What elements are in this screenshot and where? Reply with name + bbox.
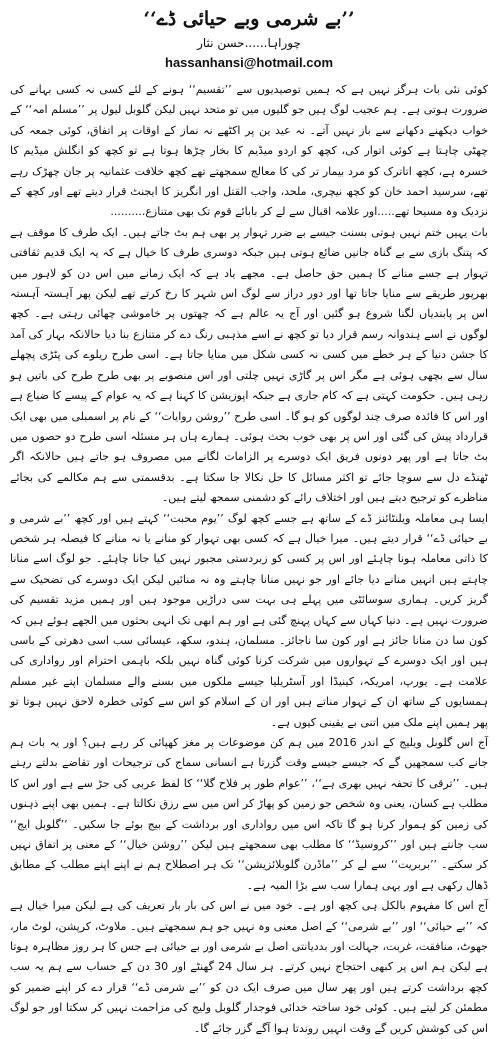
article-paragraph-4: آج اس گلوبل ویلیج کے اندر 2016 میں ہم کن موضوعات پر مغز کھپائی کر رہے ہیں؟ اور یہ بات ہم جانے کب سمجھیں گے کہ جیسے جیسے وقت گزرتا ہے انسانی سماج کی ترجیحات اور تقاضے بدلتے رہتے ہیں۔ ’’ترقی کا تحفہ نہیں بھری ہے‘‘، ’’عوام طور پر فلاح گلا‘‘ کا لفظ عربی کی جڑ سے ہے اور اس کا مطلب ہے کسان، یعنی وہ شخص جو زمین کو پھاڑ کر اس میں سے رزق نکالتا ہے۔ ہمیں بھی اپنے ذہنوں کی زمین کو ہموار کرنا ہو گا تاکہ اس میں رواداری اور برداشت کے بیج بوئے جا سکیں۔ ’’گلوبل ایج‘‘ سب جانتے ہیں اور ’’کروسیڈ‘‘ کا مطلب بھی سمجھتے ہیں لیکن ’’روشن خیال‘‘ کے معنی پر اتفاق نہیں کر سکتے۔ ’’بربریت‘‘ سے لے کر ’’ماڈرن گلوبلائزیشن‘‘ تک ہر اصطلاح ہم نے اپنے اپنے مطلب کے مطابق ڈھال رکھی ہے اور یہی ہمارا سب سے بڑا المیہ ہے۔: [10, 736, 488, 892]
article-paragraph-3: ایسا ہی معاملہ ویلنٹائنز ڈے کے ساتھ ہے جسے کچھ لوگ ’’یوم محبت‘‘ کہتے ہیں اور کچھ ’’بے شرمی و بے حیائی ڈے‘‘ قرار دیتے ہیں۔ میرا خیال ہے کہ کسی بھی تہوار کو منانے یا نہ منانے کا فیصلہ ہر شخص کا ذاتی معاملہ ہونا چاہئے اور اس پر کسی کو زبردستی مجبور نہیں کیا جانا چاہئے۔ جو لوگ اسے منانا چاہتے ہیں انہیں منانے دیا جائے اور جو نہیں منانا چاہتے وہ نہ منائیں لیکن ایک دوسرے کی تضحیک سے گریز کریں۔ ہماری سوسائٹی میں پہلے ہی بہت سی دراڑیں موجود ہیں اور ہمیں مزید تقسیم کی ضرورت نہیں ہے۔ دنیا کہاں سے کہاں پہنچ گئی ہے اور ہم ابھی تک انہی بحثوں میں الجھے ہوئے ہیں کہ کون سا دن منانا جائز ہے اور کون سا ناجائز۔ مسلمان، ہندو، سکھ، عیسائی سب اسی دھرتی کے باسی ہیں اور ایک دوسرے کے تہواروں میں شرکت کرنا کوئی گناہ نہیں بلکہ باہمی احترام اور رواداری کی علامت ہے۔ یورپ، امریکہ، کینیڈا اور آسٹریلیا جیسے ملکوں میں بسنے والے مسلمان اپنے غیر مسلم ہمسایوں کے ساتھ ان کے تہوار مناتے ہیں اور ان کے اسلام کو اس سے کوئی خطرہ لاحق نہیں ہوتا تو پھر ہمیں اپنے ملک میں اتنی بے یقینی کیوں ہے۔: [10, 511, 488, 729]
author-email: hassanhansi@hotmail.com: [165, 55, 333, 70]
article-body: [10, 80, 488, 1039]
article-paragraph-2: بات یہیں ختم نہیں ہوتی بسنت جیسے بے ضرر تہوار پر بھی ہم بٹ جاتے ہیں۔ ایک طرف کا موقف ہے کہ پتنگ بازی سے بے گناہ جانیں ضائع ہوتی ہیں جبکہ دوسری طرف کا خیال ہے کہ یہ ایک قدیم ثقافتی تہوار ہے جسے منانے کا ہمیں حق حاصل ہے۔ مجھے یاد ہے کہ ایک زمانے میں اس دن کو لاہور میں بھرپور طریقے سے منایا جاتا تھا اور دور دراز سے لوگ اس شہر کا رخ کرتے تھے لیکن پھر آہستہ آہستہ اس پر پابندیاں لگنا شروع ہو گئیں اور آج یہ عالم ہے کہ چھتوں پر خاموشی چھائی رہتی ہے۔ کچھ لوگوں نے اسے ہندوانہ رسم قرار دیا تو کچھ نے اسے مذہبی رنگ دے کر متنازع بنا دیا حالانکہ بہار کی آمد کا جشن دنیا کے ہر خطے میں کسی نہ کسی شکل میں منایا جاتا ہے۔ اسی طرح ریلوے کی پٹڑی پچھلے سال سے بچھی ہوئی ہے مگر اس پر گاڑی نہیں چلتی اور اس منصوبے پر بھی طرح طرح کی باتیں ہو رہی ہیں۔ حکومت کہتی ہے کہ کام جاری ہے جبکہ اپوزیشن کا کہنا ہے کہ یہ عوام کے پیسے کا ضیاع ہے اور اس کا فائدہ صرف چند لوگوں کو ہو گا۔ اسی طرح ’’روشن روایات‘‘ کے نام پر اسمبلی میں بھی ایک قرارداد پیش کی گئی اور اس پر بھی خوب بحث ہوئی۔ ہمارے ہاں ہر مسئلہ اسی طرح دو حصوں میں بٹ جاتا ہے اور پھر دونوں فریق ایک دوسرے پر الزامات لگانے میں مصروف ہو جاتے ہیں حالانکہ اگر ٹھنڈے دل سے سوچا جائے تو اکثر مسائل کا حل نکالا جا سکتا ہے۔ بدقسمتی سے ہم مکالمے کی بجائے مناظرے کو ترجیح دیتے ہیں اور اختلاف رائے کو دشمنی سمجھ لیتے ہیں۔: [10, 225, 488, 505]
article-header: [10, 6, 488, 72]
article-byline: چوراہا......حسن نثار: [197, 36, 301, 50]
article-title: ’’بے شرمی وبے حیائی ڈے‘‘: [143, 8, 355, 30]
article-paragraph-1: کوئی نئی بات ہرگز نہیں ہے کہ ہمیں توصیدیوں سے ’’تقسیم‘‘ ہونے کے لئے کسی نہ کسی بہانے کی ضرورت ہوتی ہے۔ ہم عجیب لوگ ہیں جو گلیوں میں تو متحد نہیں لیکن گلوبل لیول پر ’’مسلم امہ‘‘ کے خواب دیکھنے دکھانے سے باز نہیں آتے۔ نہ عید ین پر اکٹھے نہ نماز کے اوقات پر اتفاق، کوئی جمعہ کی چھٹی چاہتا ہے کوئی اتوار کی، کچھ کو اردو میڈیم کا بخار چڑھا ہوتا ہے تو کچھ کو انگلش میڈیم کا خسرہ ہے، کچھ اتاترک کو مرد بیمار تر کی کا معالج سمجھتے تھے کچھ خلافت عثمانیہ پر جان چھڑک رہے تھے، سرسید احمد خان کو کچھ نیچری، ملحد، واجب القتل اور انگریز کا ایجنٹ قرار دیتے تھے اور کچھ کے نزدیک وہ مسیحا تھے.....اور علامہ اقبال سے لے کر بابائے قوم تک بھی متنازع..........: [10, 83, 488, 219]
article-paragraph-5: آج اس کا مفہوم بالکل ہی کچھ اور ہے۔ خود میں نے اس کی بار بار تعریف کی ہے لیکن میرا خیال ہے کہ ’’بے حیائی‘‘ اور ’’بے شرمی‘‘ کے اصل معنی وہ نہیں جو ہم سمجھتے ہیں۔ ملاوٹ، کرپشن، لوٹ مار، جھوٹ، منافقت، غربت، جہالت اور بددیانتی اصل بے شرمی اور بے حیائی ہے جس کا ہر روز مظاہرہ ہوتا ہے لیکن ہم اس پر کبھی احتجاج نہیں کرتے۔ ہر سال 24 گھنٹے اور 30 دن کے حساب سے ہم یہ سب کچھ برداشت کرتے ہیں اور پھر سال میں صرف ایک دن کو ’’بے شرمی ڈے‘‘ قرار دے کر اپنے ضمیر کو مطمئن کر لیتے ہیں۔ کوئی خود ساختہ خدائی فوجدار گلوبل ولیج کی مزاحمت نہیں کر سکتا اور جو لوگ اس کی کوشش کریں گے وقت انہیں روندتا ہوا آگے گزر جائے گا۔: [10, 899, 488, 1035]
